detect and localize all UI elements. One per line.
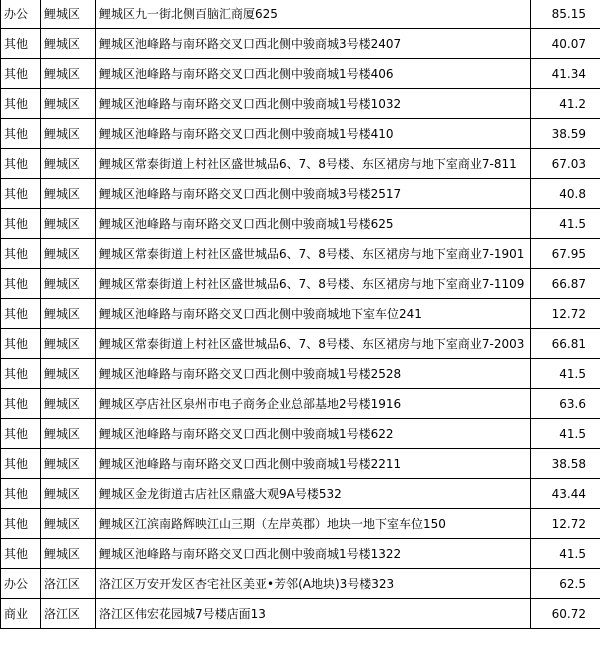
table-row [1, 209, 600, 239]
district-cell: 鲤城区 [41, 389, 96, 419]
address-cell: 鲤城区池峰路与南环路交叉口西北侧中骏商城1号楼406 [96, 59, 531, 89]
district-cell: 鲤城区 [41, 479, 96, 509]
address-cell: 鲤城区池峰路与南环路交叉口西北侧中骏商城1号楼2211 [96, 449, 531, 479]
district-cell: 鲤城区 [41, 539, 96, 569]
address-cell: 鲤城区池峰路与南环路交叉口西北侧中骏商城1号楼410 [96, 119, 531, 149]
table-row [1, 449, 600, 479]
district-cell: 鲤城区 [41, 89, 96, 119]
type-cell: 其他 [1, 479, 41, 509]
district-cell: 鲤城区 [41, 119, 96, 149]
area-cell: 67.03 [531, 149, 600, 179]
area-cell: 40.8 [531, 179, 600, 209]
type-cell: 其他 [1, 149, 41, 179]
type-cell: 办公 [1, 569, 41, 599]
table-row [1, 569, 600, 599]
area-cell: 67.95 [531, 239, 600, 269]
district-cell: 鲤城区 [41, 209, 96, 239]
area-cell: 41.34 [531, 59, 600, 89]
table-row [1, 539, 600, 569]
area-cell: 63.6 [531, 389, 600, 419]
address-cell: 鲤城区池峰路与南环路交叉口西北侧中骏商城1号楼2528 [96, 359, 531, 389]
table-row [1, 359, 600, 389]
table-row [1, 29, 600, 59]
table-row [1, 269, 600, 299]
district-cell: 鲤城区 [41, 29, 96, 59]
type-cell: 其他 [1, 119, 41, 149]
table-row [1, 599, 600, 629]
area-cell: 41.5 [531, 359, 600, 389]
type-cell: 其他 [1, 359, 41, 389]
table-row [1, 329, 600, 359]
area-cell: 41.2 [531, 89, 600, 119]
table-row [1, 239, 600, 269]
table-row [1, 509, 600, 539]
area-cell: 60.72 [531, 599, 600, 629]
type-cell: 其他 [1, 269, 41, 299]
district-cell: 鲤城区 [41, 329, 96, 359]
area-cell: 41.5 [531, 539, 600, 569]
address-cell: 洛江区万安开发区杏宅社区美亚•芳邻(A地块)3号楼323 [96, 569, 531, 599]
address-cell: 鲤城区亭店社区泉州市电子商务企业总部基地2号楼1916 [96, 389, 531, 419]
area-cell: 62.5 [531, 569, 600, 599]
address-cell: 鲤城区池峰路与南环路交叉口西北侧中骏商城3号楼2407 [96, 29, 531, 59]
table-row [1, 419, 600, 449]
type-cell: 其他 [1, 539, 41, 569]
district-cell: 鲤城区 [41, 419, 96, 449]
table-row [1, 149, 600, 179]
type-cell: 商业 [1, 599, 41, 629]
district-cell: 鲤城区 [41, 179, 96, 209]
address-cell: 鲤城区池峰路与南环路交叉口西北侧中骏商城3号楼2517 [96, 179, 531, 209]
table-row [1, 299, 600, 329]
type-cell: 其他 [1, 179, 41, 209]
address-cell: 鲤城区江滨南路辉映江山三期（左岸英郡）地块一地下室车位150 [96, 509, 531, 539]
table-row [1, 0, 600, 29]
area-cell: 43.44 [531, 479, 600, 509]
district-cell: 鲤城区 [41, 509, 96, 539]
district-cell: 鲤城区 [41, 0, 96, 29]
address-cell: 鲤城区常泰街道上村社区盛世城品6、7、8号楼、东区裙房与地下室商业7-1109 [96, 269, 531, 299]
type-cell: 其他 [1, 89, 41, 119]
district-cell: 鲤城区 [41, 449, 96, 479]
table-row [1, 479, 600, 509]
table-row [1, 59, 600, 89]
type-cell: 其他 [1, 509, 41, 539]
district-cell: 洛江区 [41, 599, 96, 629]
area-cell: 85.15 [531, 0, 600, 29]
type-cell: 办公 [1, 0, 41, 29]
area-cell: 66.87 [531, 269, 600, 299]
type-cell: 其他 [1, 239, 41, 269]
address-cell: 鲤城区金龙街道古店社区鼎盛大观9A号楼532 [96, 479, 531, 509]
area-cell: 66.81 [531, 329, 600, 359]
address-cell: 鲤城区常泰街道上村社区盛世城品6、7、8号楼、东区裙房与地下室商业7-1901 [96, 239, 531, 269]
address-cell: 鲤城区池峰路与南环路交叉口西北侧中骏商城1号楼625 [96, 209, 531, 239]
district-cell: 鲤城区 [41, 359, 96, 389]
area-cell: 40.07 [531, 29, 600, 59]
area-cell: 12.72 [531, 299, 600, 329]
district-cell: 鲤城区 [41, 59, 96, 89]
address-cell: 鲤城区池峰路与南环路交叉口西北侧中骏商城1号楼1322 [96, 539, 531, 569]
type-cell: 其他 [1, 419, 41, 449]
district-cell: 鲤城区 [41, 149, 96, 179]
address-cell: 鲤城区九一街北侧百脑汇商厦625 [96, 0, 531, 29]
table-row [1, 389, 600, 419]
type-cell: 其他 [1, 299, 41, 329]
type-cell: 其他 [1, 29, 41, 59]
address-cell: 鲤城区池峰路与南环路交叉口西北侧中骏商城地下室车位241 [96, 299, 531, 329]
area-cell: 41.5 [531, 419, 600, 449]
type-cell: 其他 [1, 389, 41, 419]
table-row [1, 89, 600, 119]
address-cell: 鲤城区常泰街道上村社区盛世城品6、7、8号楼、东区裙房与地下室商业7-811 [96, 149, 531, 179]
address-cell: 洛江区伟宏花园城7号楼店面13 [96, 599, 531, 629]
table-row [1, 179, 600, 209]
area-cell: 38.59 [531, 119, 600, 149]
district-cell: 洛江区 [41, 569, 96, 599]
area-cell: 12.72 [531, 509, 600, 539]
address-cell: 鲤城区池峰路与南环路交叉口西北侧中骏商城1号楼622 [96, 419, 531, 449]
district-cell: 鲤城区 [41, 269, 96, 299]
area-cell: 41.5 [531, 209, 600, 239]
type-cell: 其他 [1, 59, 41, 89]
type-cell: 其他 [1, 209, 41, 239]
table-row [1, 119, 600, 149]
table-body [1, 0, 600, 629]
address-cell: 鲤城区池峰路与南环路交叉口西北侧中骏商城1号楼1032 [96, 89, 531, 119]
address-cell: 鲤城区常泰街道上村社区盛世城品6、7、8号楼、东区裙房与地下室商业7-2003 [96, 329, 531, 359]
area-cell: 38.58 [531, 449, 600, 479]
district-cell: 鲤城区 [41, 239, 96, 269]
type-cell: 其他 [1, 329, 41, 359]
type-cell: 其他 [1, 449, 41, 479]
district-cell: 鲤城区 [41, 299, 96, 329]
